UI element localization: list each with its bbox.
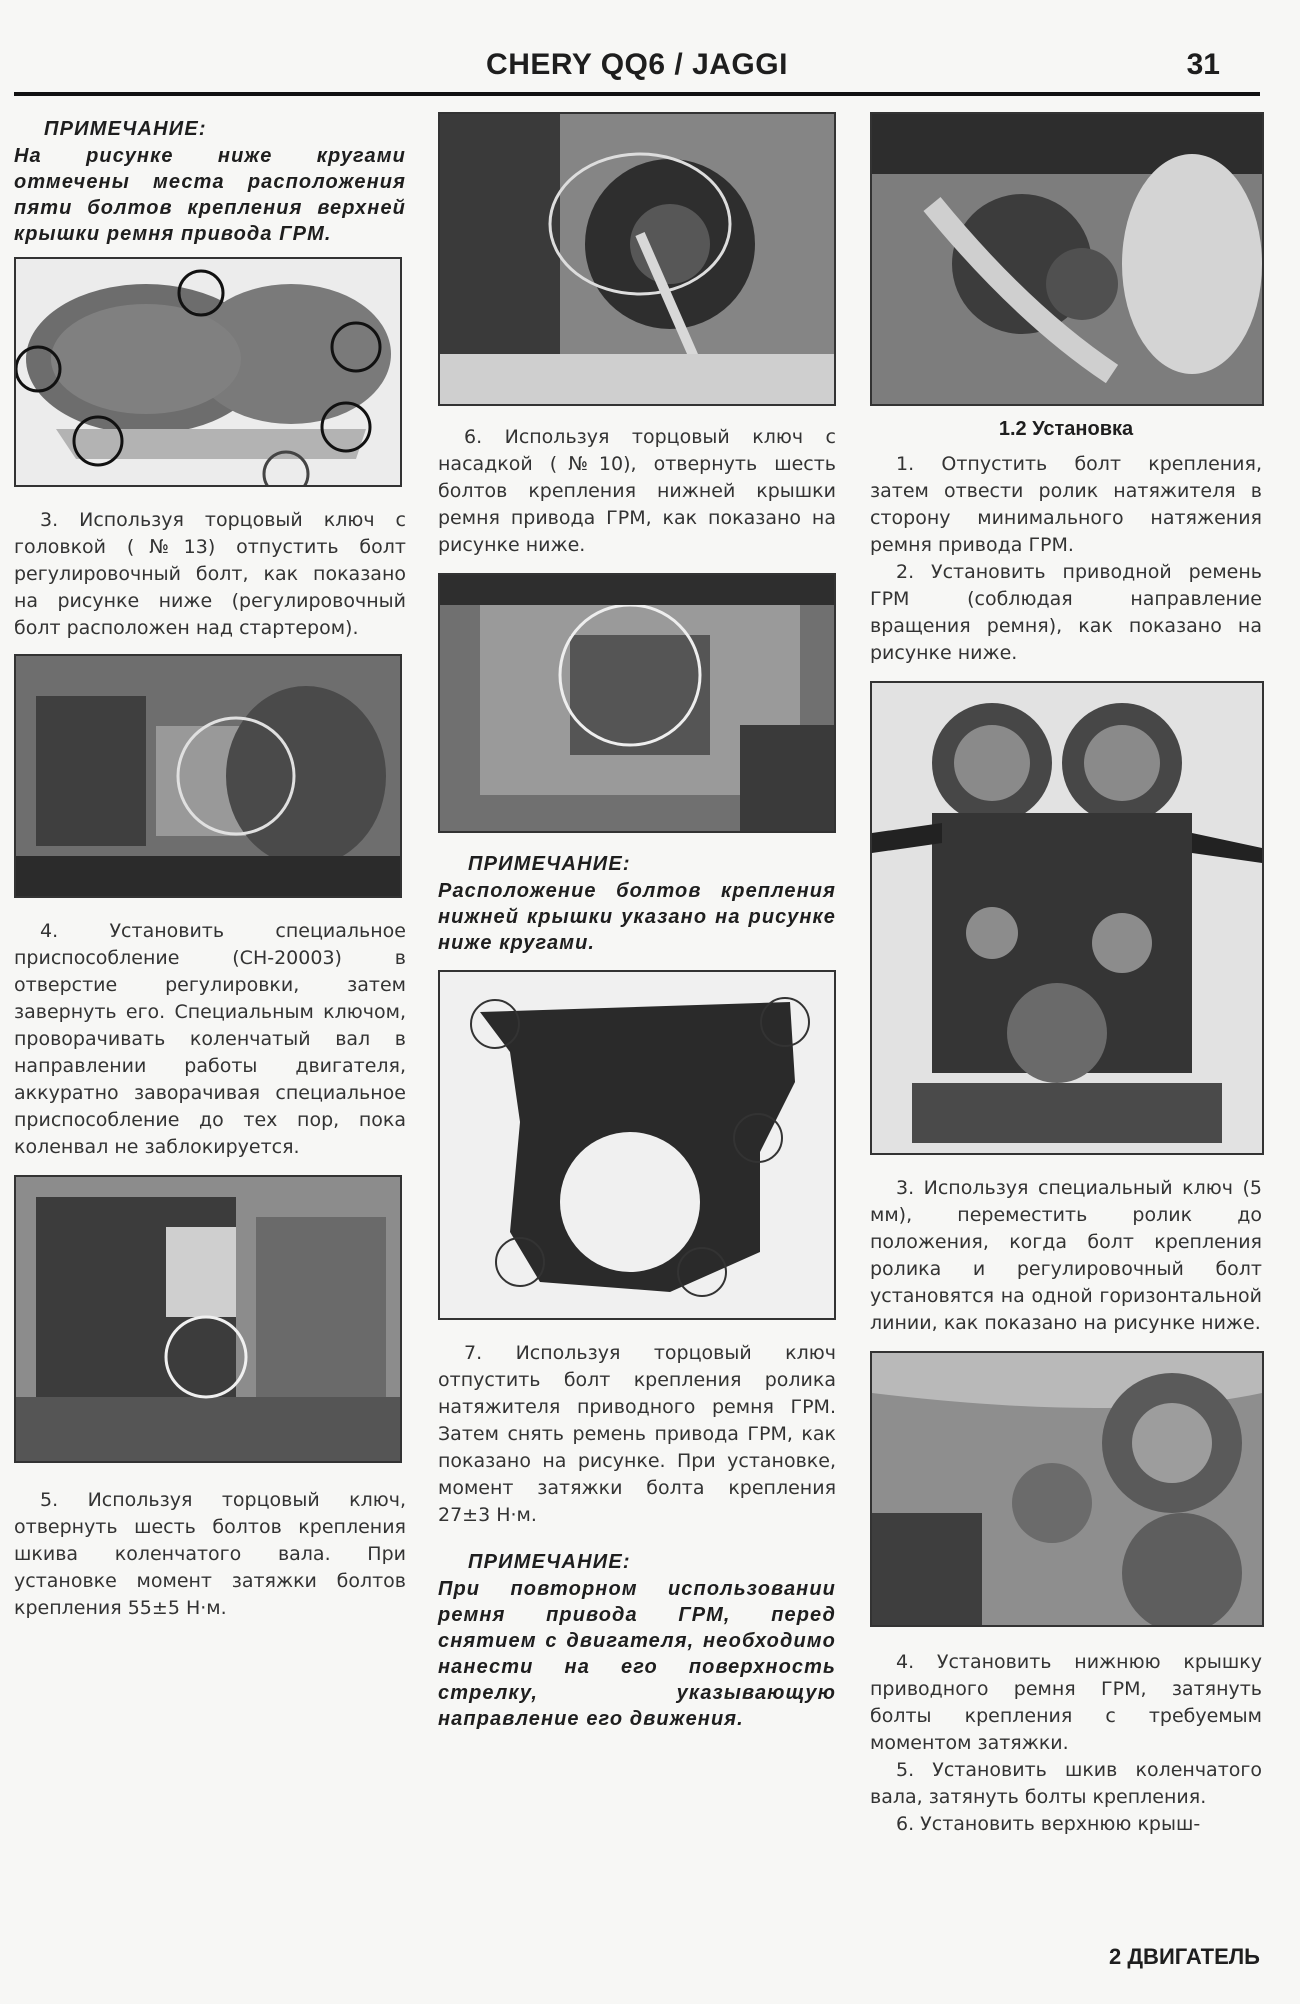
photo-bolt-alignment xyxy=(870,1351,1264,1627)
install-step-4-text: 4. Установить нижнюю крышку приводного ремня ГРМ, затянуть болты крепления с требуемым моментом затяжки. xyxy=(870,1651,1262,1754)
install-step-6-text: 6. Установить верхнюю крыш- xyxy=(896,1813,1201,1835)
install-step-3-text: 3. Используя специальный ключ (5 мм), переместить ролик до положения, когда болт крепления ролика и регулировочный болт установятся на одной горизонтальной линии, как показано на рисунке ниже. xyxy=(870,1177,1262,1334)
note-heading: ПРИМЕЧАНИЕ: xyxy=(468,1551,631,1573)
install-step-5-text: 5. Установить шкив коленчатого вала, затянуть болты крепления. xyxy=(870,1759,1262,1808)
step-5-text: 5. Используя торцовый ключ, отвернуть шесть болтов крепления шкива коленчатого вала. При установке момент затяжки болтов крепления 55±5 Н·м. xyxy=(14,1489,406,1619)
photo-special-tool xyxy=(14,1175,402,1463)
note-heading: ПРИМЕЧАНИЕ: xyxy=(468,853,631,875)
photo-upper-cover xyxy=(14,257,402,487)
step-6-text: 6. Используя торцовый ключ с насадкой (№10), отвернуть шесть болтов крепления нижней крышки ремня привода ГРМ, как показано на рисунке ниже. xyxy=(438,426,836,556)
step-4-text: 4. Установить специальное приспособление (CH-20003) в отверстие регулировки, затем завернуть его. Специальным ключом, проворачивать коленчатый вал в направлении работы двигателя, аккуратно заворачивая специальное приспособление до тех пор, пока коленвал не заблокируется. xyxy=(14,920,406,1158)
install-step-1-text: 1. Отпустить болт крепления, затем отвести ролик натяжителя в сторону минимального натяжения ремня привода ГРМ. xyxy=(870,453,1262,556)
note-text: При повторном использовании ремня привода ГРМ, перед снятием с двигателя, необходимо нанести на его поверхность стрелку, указывающую направление его движения. xyxy=(438,1578,836,1730)
section-footer: 2 ДВИГАТЕЛЬ xyxy=(1109,1944,1260,1969)
page-number: 31 xyxy=(1186,48,1220,81)
note-text: Расположение болтов крепления нижней крышки указано на рисунке ниже кругами. xyxy=(438,880,836,954)
photo-timing-belt xyxy=(870,681,1264,1155)
column-right xyxy=(870,112,1262,1838)
upper-cover-illustration xyxy=(16,259,400,485)
photo-lower-cover xyxy=(438,970,836,1320)
photo-adjusting-bolt xyxy=(14,654,402,898)
book-title: CHERY QQ6 / JAGGI xyxy=(486,48,788,81)
page-header xyxy=(14,44,1260,96)
section-heading: 1.2 Установка xyxy=(998,418,1134,440)
step-7-text: 7. Используя торцовый ключ отпустить болт крепления ролика натяжителя приводного ремня ГРМ. Затем снять ремень привода ГРМ, как показано на рисунке. При установке, момент затяжки болта крепления 27±3 Н·м. xyxy=(438,1342,836,1526)
column-left xyxy=(14,112,406,1622)
column-middle xyxy=(438,112,836,1732)
photo-crank-pulley xyxy=(438,112,836,406)
note-heading: ПРИМЕЧАНИЕ: xyxy=(44,118,207,140)
step-3-text: 3. Используя торцовый ключ с головкой (№13) отпустить болт регулировочный болт, как показано на рисунке ниже (регулировочный болт расположен над стартером). xyxy=(14,509,406,639)
photo-tensioner-roller xyxy=(870,112,1264,406)
photo-lower-cover-bolts xyxy=(438,573,836,833)
install-step-2-text: 2. Установить приводной ремень ГРМ (соблюдая направление вращения ремня), как показано на рисунке ниже. xyxy=(870,561,1262,664)
note-text: На рисунке ниже кругами отмечены места расположения пяти болтов крепления верхней крышки ремня привода ГРМ. xyxy=(14,145,406,245)
